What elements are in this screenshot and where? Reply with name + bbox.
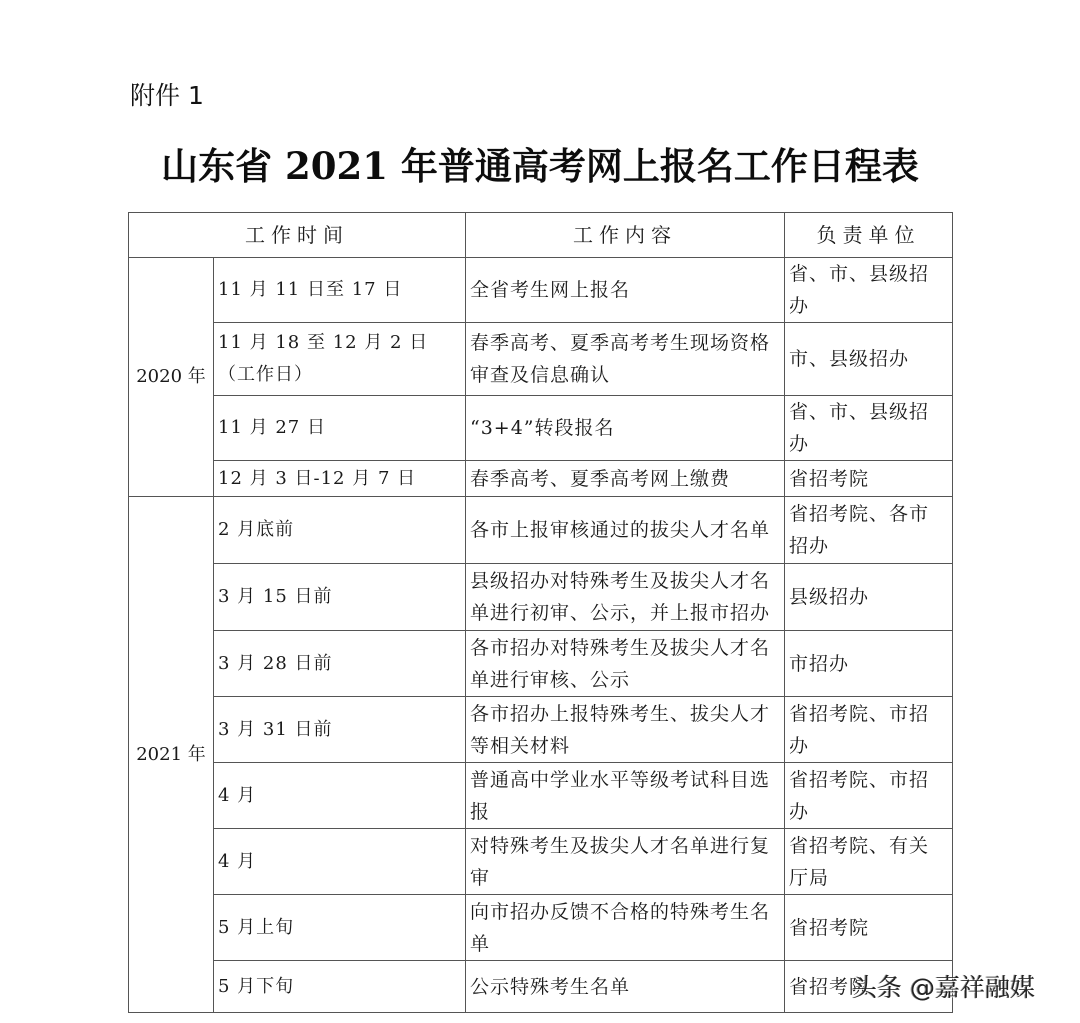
content-cell: 向市招办反馈不合格的特殊考生名单: [466, 895, 785, 961]
table-row: [129, 461, 953, 497]
table-header-row: [129, 213, 953, 258]
year-cell: 2020 年: [129, 258, 214, 497]
header-time: 工作时间: [129, 213, 466, 258]
time-cell: 12 月 3 日-12 月 7 日: [214, 461, 466, 497]
table-row: [129, 829, 953, 895]
content-cell: 公示特殊考生名单: [466, 961, 785, 1013]
content-cell: 各市招办上报特殊考生、拔尖人才等相关材料: [466, 697, 785, 763]
table-row: [129, 396, 953, 461]
content-cell: 各市上报审核通过的拔尖人才名单: [466, 497, 785, 564]
time-cell: 4 月: [214, 829, 466, 895]
table-row: [129, 763, 953, 829]
page-title: 山东省 2021 年普通高考网上报名工作日程表: [161, 144, 919, 188]
unit-cell: 省招考院、有关厅局: [785, 829, 953, 895]
unit-cell: 省招考院、各市招办: [785, 497, 953, 564]
table-row: [129, 323, 953, 396]
unit-cell: 市招办: [785, 631, 953, 697]
time-cell: 11 月 11 日至 17 日: [214, 258, 466, 323]
table-row: [129, 258, 953, 323]
time-cell: 5 月上旬: [214, 895, 466, 961]
unit-cell: 省、市、县级招办: [785, 396, 953, 461]
table-row: [129, 697, 953, 763]
content-cell: 县级招办对特殊考生及拔尖人才名单进行初审、公示，并上报市招办: [466, 564, 785, 631]
time-cell: 4 月: [214, 763, 466, 829]
content-cell: 各市招办对特殊考生及拔尖人才名单进行审核、公示: [466, 631, 785, 697]
table-row: [129, 631, 953, 697]
content-cell: 普通高中学业水平等级考试科目选报: [466, 763, 785, 829]
time-cell: 11 月 27 日: [214, 396, 466, 461]
time-cell: 3 月 15 日前: [214, 564, 466, 631]
watermark: 头条 @嘉祥融媒: [852, 973, 1035, 1002]
table-row: [129, 564, 953, 631]
time-cell: 11 月 18 至 12 月 2 日（工作日）: [214, 323, 466, 396]
unit-cell: 省招考院: [785, 961, 953, 1013]
table-row: [129, 961, 953, 1013]
header-content: 工作内容: [466, 213, 785, 258]
table-row: [129, 895, 953, 961]
time-cell: 2 月底前: [214, 497, 466, 564]
time-cell: 3 月 28 日前: [214, 631, 466, 697]
unit-cell: 省招考院、市招办: [785, 697, 953, 763]
table-row: [129, 497, 953, 564]
unit-cell: 省、市、县级招办: [785, 258, 953, 323]
year-cell: 2021 年: [129, 497, 214, 1013]
content-cell: 春季高考、夏季高考考生现场资格审查及信息确认: [466, 323, 785, 396]
content-cell: 全省考生网上报名: [466, 258, 785, 323]
unit-cell: 省招考院: [785, 895, 953, 961]
attachment-label: 附件 1: [130, 81, 204, 110]
schedule-table: [128, 212, 953, 1013]
time-cell: 3 月 31 日前: [214, 697, 466, 763]
header-unit: 负责单位: [785, 213, 953, 258]
unit-cell: 省招考院、市招办: [785, 763, 953, 829]
content-cell: 对特殊考生及拔尖人才名单进行复审: [466, 829, 785, 895]
time-cell: 5 月下旬: [214, 961, 466, 1013]
content-cell: 春季高考、夏季高考网上缴费: [466, 461, 785, 497]
content-cell: “3+4”转段报名: [466, 396, 785, 461]
unit-cell: 省招考院: [785, 461, 953, 497]
unit-cell: 市、县级招办: [785, 323, 953, 396]
unit-cell: 县级招办: [785, 564, 953, 631]
